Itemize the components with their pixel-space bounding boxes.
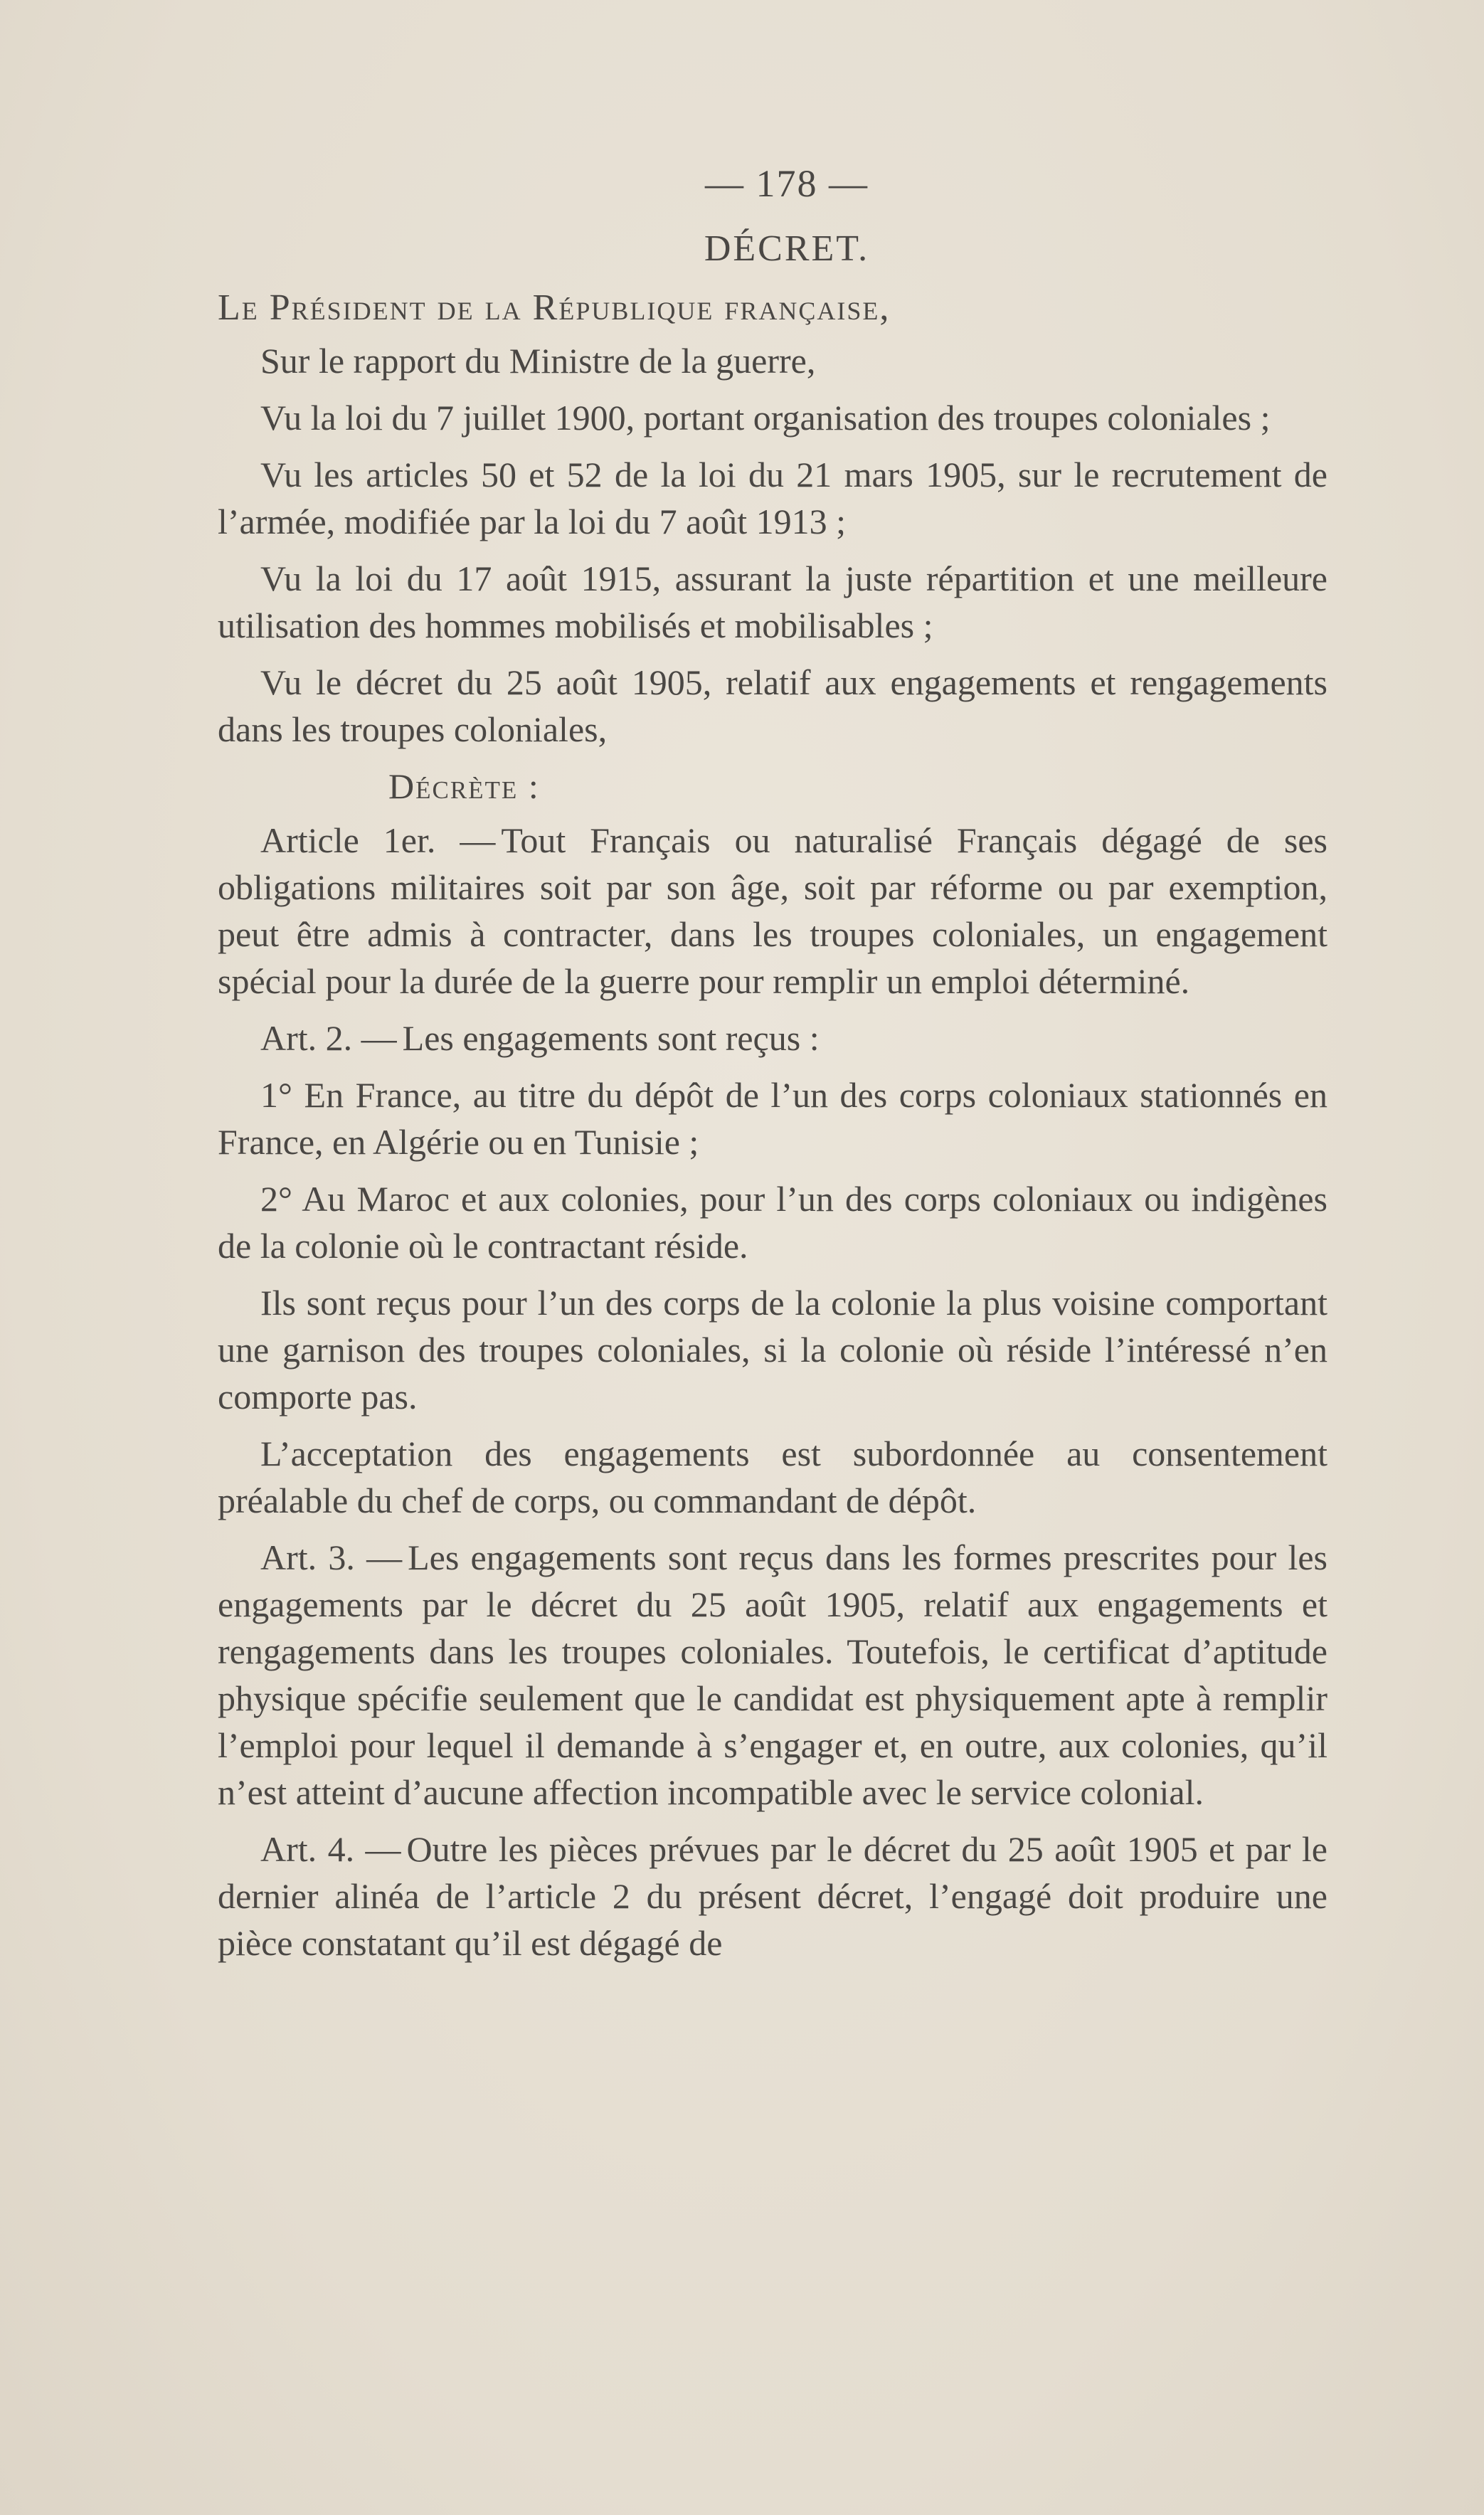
article-paragraph	[218, 1175, 1327, 1269]
decree-word: Décrète :	[388, 766, 540, 806]
article-paragraph-text: Tout Français ou naturalisé Français dégagé de ses obligations militaires soit par son âge, soit par réforme ou par exemption, peut être admis à contracter, dans les troupes coloniales, un engagement spécial pour la durée de la guerre pour remplir un emploi déterminé.	[218, 820, 1327, 1001]
article-paragraph-lead: Art. 2. —	[260, 1018, 397, 1058]
preamble-paragraph	[218, 394, 1327, 441]
preamble-paragraph	[218, 337, 1327, 384]
page-content	[218, 148, 1327, 1976]
article-paragraph	[218, 817, 1327, 1005]
article-paragraph-text: Les engagements sont reçus :	[402, 1018, 820, 1058]
article-paragraph	[218, 1534, 1327, 1816]
article-paragraph-lead: Art. 4. —	[260, 1829, 401, 1869]
article-paragraph-lead: Art. 3. —	[260, 1537, 403, 1577]
article-paragraph-lead: Article 1er. —	[260, 820, 496, 860]
preamble-paragraph	[218, 555, 1327, 649]
articles	[218, 817, 1327, 1966]
page-number: — 178 —	[705, 162, 869, 205]
preamble-paragraph	[218, 659, 1327, 753]
preamble-paragraph-text: Vu le décret du 25 août 1905, relatif aux engagements et rengagements dans les troupes coloniales,	[218, 662, 1327, 749]
article-paragraph	[218, 1071, 1327, 1165]
article-paragraph	[218, 1015, 1327, 1061]
preamble	[218, 337, 1327, 753]
article-paragraph-text: L’acceptation des engagements est subordonnée au consentement préalable du chef de corps, ou commandant de dépôt.	[218, 1434, 1327, 1520]
article-paragraph-text: 2° Au Maroc et aux colonies, pour l’un des corps coloniaux ou indigènes de la colonie où le contractant réside.	[218, 1179, 1327, 1266]
preamble-paragraph-text: Vu les articles 50 et 52 de la loi du 21 mars 1905, sur le recrutement de l’armée, modifiée par la loi du 7 août 1913 ;	[218, 455, 1327, 541]
article-paragraph	[218, 1826, 1327, 1966]
preamble-paragraph-text: Sur le rapport du Ministre de la guerre,	[260, 341, 816, 381]
article-paragraph-text: Ils sont reçus pour l’un des corps de la colonie la plus voisine comportant une garnison des troupes coloniales, si la colonie où réside l’intéressé n’en comporte pas.	[218, 1283, 1327, 1417]
preamble-paragraph-text: Vu la loi du 17 août 1915, assurant la juste répartition et une meilleure utilisation des hommes mobilisés et mobilisables ;	[218, 558, 1327, 645]
article-paragraph-text: 1° En France, au titre du dépôt de l’un des corps coloniaux stationnés en France, en Algérie ou en Tunisie ;	[218, 1075, 1327, 1162]
article-paragraph	[218, 1279, 1327, 1420]
article-paragraph-text: Outre les pièces prévues par le décret du 25 août 1905 et par le dernier alinéa de l’article 2 du présent décret, l’engagé doit produire une pièce constatant qu’il est dégagé de	[218, 1829, 1327, 1963]
preamble-paragraph	[218, 451, 1327, 545]
issuer-line: Le Président de la République française,	[218, 287, 891, 328]
article-paragraph-text: Les engagements sont reçus dans les formes prescrites pour les engagements par le décret du 25 août 1905, relatif aux engagements et rengagements dans les troupes coloniales. Toutefois, le certificat d’aptitude physique spécifie seulement que le candidat est physiquement apte à remplir l’emploi pour lequel il demande à s’engager et, en outre, aux colonies, qu’il n’est atteint d’aucune affection incompatible avec le service colonial.	[218, 1537, 1327, 1812]
article-paragraph	[218, 1430, 1327, 1524]
decree-title: DÉCRET.	[704, 228, 870, 269]
preamble-paragraph-text: Vu la loi du 7 juillet 1900, portant organisation des troupes coloniales ;	[260, 398, 1271, 438]
